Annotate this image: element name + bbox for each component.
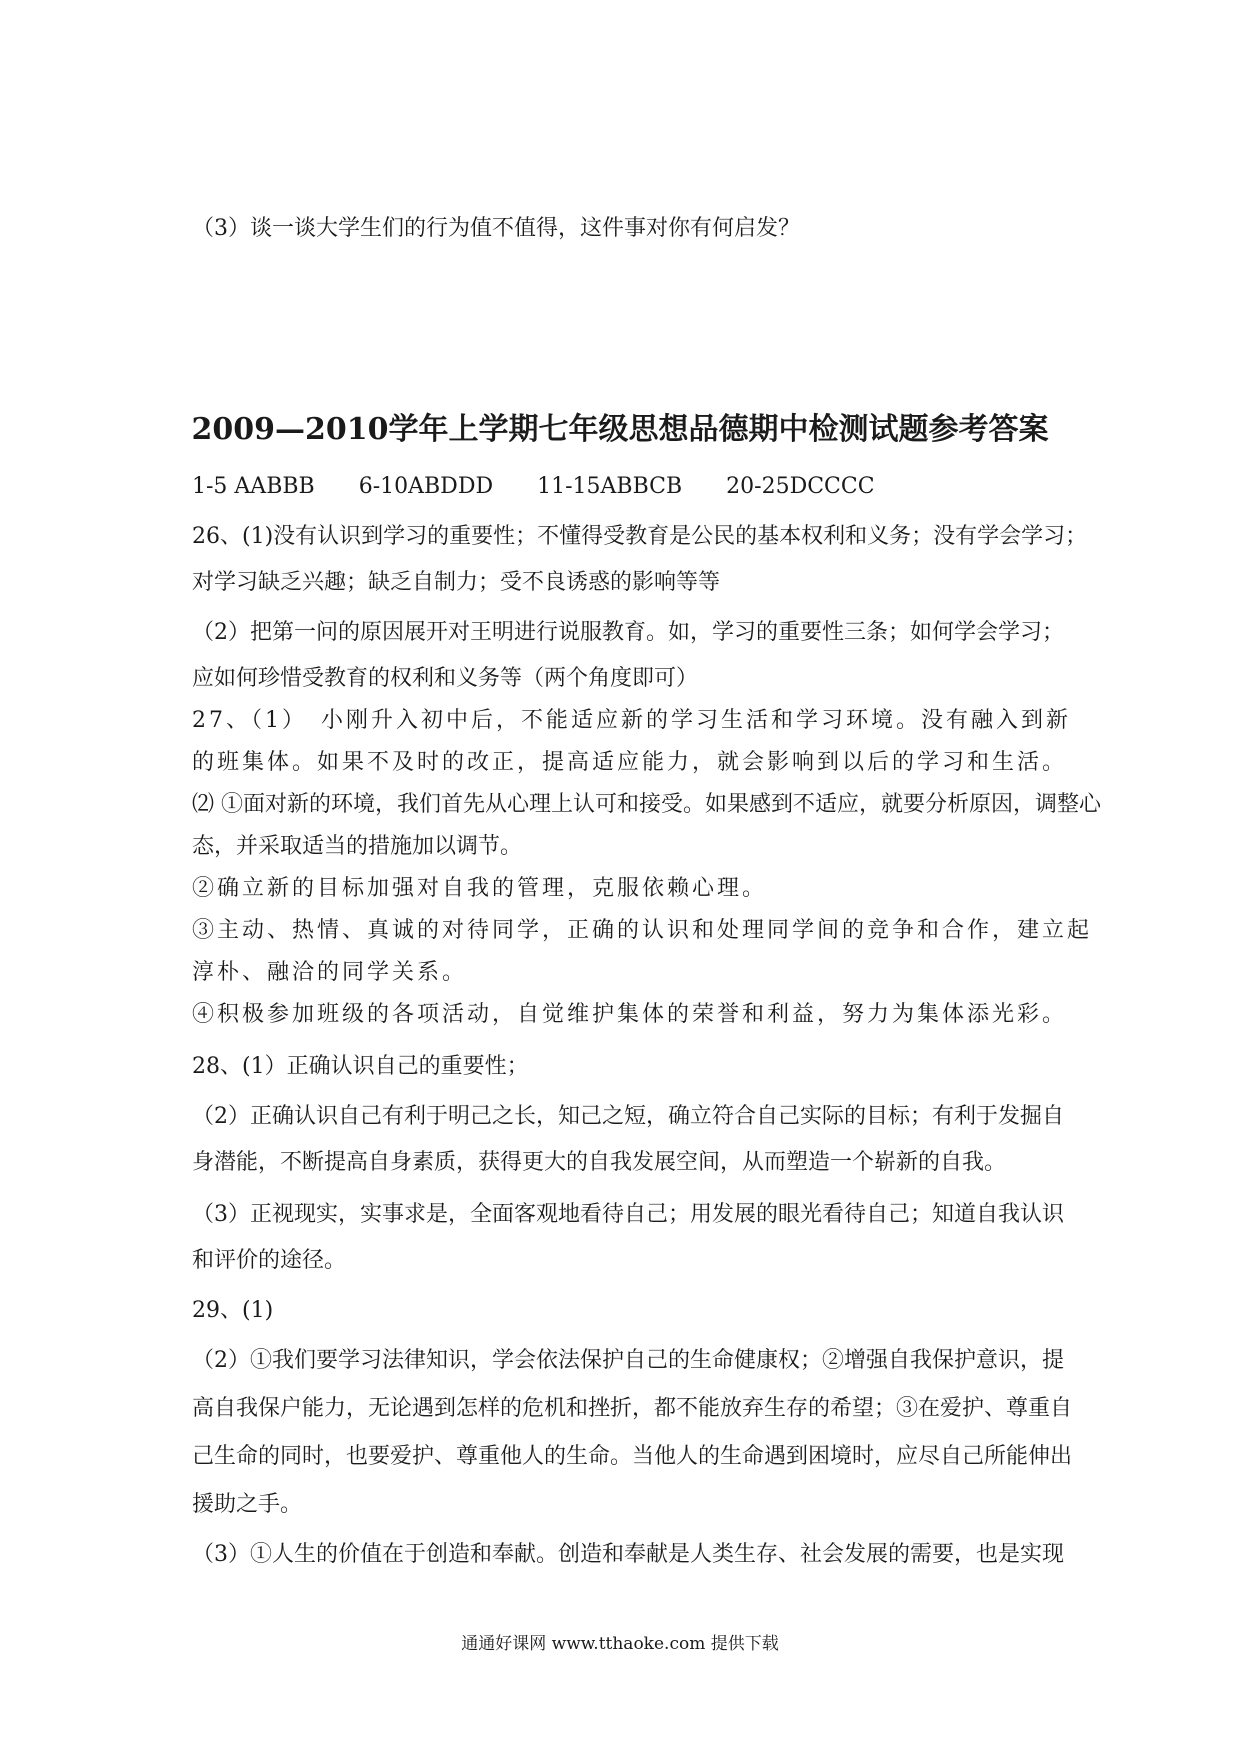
q27-line-8: ④积极参加班级的各项活动，自觉维护集体的荣誉和利益，努力为集体添光彩。	[192, 1002, 1068, 1027]
q29-line-3: 高自我保户能力，无论遇到怎样的危机和挫折，都不能放弃生存的希望；③在爱护、尊重自	[192, 1396, 1073, 1421]
q28-line-2: （2）正确认识自己有利于明己之长，知己之短，确立符合自己实际的目标；有利于发掘自	[192, 1104, 1065, 1129]
choice-answers: 1-5 AABBB 6-10ABDDD 11-15ABBCB 20-25DCCCC	[192, 474, 875, 499]
question-3: （3）谈一谈大学生们的行为值不值得，这件事对你有何启发？	[192, 216, 800, 241]
q27-line-2: 的班集体。如果不及时的改正，提高适应能力，就会影响到以后的学习和生活。	[192, 750, 1068, 775]
q26-line-3: （2）把第一问的原因展开对王明进行说服教育。如，学习的重要性三条；如何学会学习；	[192, 620, 1065, 645]
q27-line-6: ③主动、热情、真诚的对待同学，正确的认识和处理同学间的竞争和合作，建立起	[192, 918, 1093, 943]
q27-line-4: 态，并采取适当的措施加以调节。	[192, 834, 523, 859]
page-footer: 通通好课网 www.tthaoke.com 提供下载	[461, 1634, 779, 1654]
q29-line-4: 己生命的同时，也要爱护、尊重他人的生命。当他人的生命遇到困境时，应尽自己所能伸出	[192, 1444, 1073, 1469]
q26-line-2: 对学习缺乏兴趣；缺乏自制力；受不良诱惑的影响等等	[192, 570, 721, 595]
q27-line-3: ⑵ ①面对新的环境，我们首先从心理上认可和接受。如果感到不适应，就要分析原因，调整心	[192, 792, 1101, 817]
q28-line-4: （3）正视现实，实事求是，全面客观地看待自己；用发展的眼光看待自己；知道自我认识	[192, 1202, 1065, 1227]
q29-line-6: （3）①人生的价值在于创造和奉献。创造和奉献是人类生存、社会发展的需要，也是实现	[192, 1542, 1065, 1567]
q26-line-4: 应如何珍惜受教育的权利和义务等（两个角度即可）	[192, 666, 699, 691]
page-title: 2009—2010学年上学期七年级思想品德期中检测试题参考答案	[191, 412, 1049, 447]
q28-line-1: 28、(1）正确认识自己的重要性；	[192, 1054, 529, 1079]
q28-line-5: 和评价的途径。	[192, 1248, 347, 1273]
q29-line-1: 29、(1)	[192, 1298, 274, 1323]
q28-line-3: 身潜能，不断提高自身素质，获得更大的自我发展空间，从而塑造一个崭新的自我。	[192, 1150, 1007, 1175]
q27-line-7: 淳朴、融洽的同学关系。	[192, 960, 468, 985]
q26-line-1: 26、(1)没有认识到学习的重要性；不懂得受教育是公民的基本权利和义务；没有学会学习；	[192, 524, 1088, 549]
q27-line-5: ②确立新的目标加强对自我的管理，克服依赖心理。	[192, 876, 768, 901]
q29-line-2: （2）①我们要学习法律知识，学会依法保护自己的生命健康权；②增强自我保护意识，提	[192, 1348, 1065, 1373]
q29-line-5: 援助之手。	[192, 1492, 303, 1517]
q27-line-1: 27、（1） 小刚升入初中后，不能适应新的学习生活和学习环境。没有融入到新	[192, 708, 1071, 733]
